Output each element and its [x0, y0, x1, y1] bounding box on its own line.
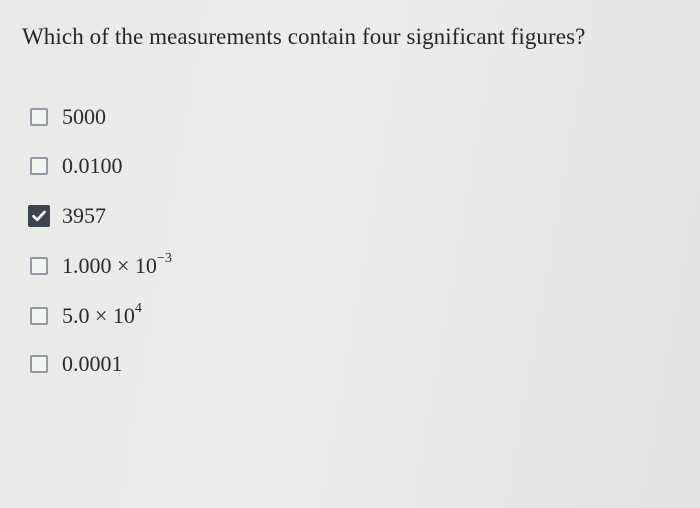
option-label: $1.000 \times 10^{-3}$	[62, 250, 172, 278]
option-0-0001[interactable]	[30, 347, 123, 381]
checkbox-unchecked[interactable]	[30, 307, 48, 325]
option-label: $5.0 \times 10^4$	[62, 300, 142, 328]
checkmark-icon	[32, 210, 46, 222]
option-3957[interactable]	[30, 199, 106, 233]
option-0-0100[interactable]	[30, 149, 123, 183]
option-label: 0.0001	[62, 351, 123, 376]
question-text: Which of the measurements contain four significant figures?	[22, 24, 586, 49]
option-5000[interactable]	[30, 100, 106, 134]
exponent: 4	[134, 300, 142, 316]
exponent: −3	[156, 250, 172, 266]
checkbox-unchecked[interactable]	[30, 257, 48, 275]
checkbox-unchecked[interactable]	[30, 108, 48, 126]
option-1-000e-3[interactable]	[30, 249, 172, 283]
checkbox-unchecked[interactable]	[30, 157, 48, 175]
option-5-0e4[interactable]	[30, 299, 142, 333]
checkbox-checked[interactable]	[28, 205, 50, 227]
option-label: 0.0100	[62, 153, 123, 178]
option-label: 3957	[62, 203, 106, 228]
option-label: 5000	[62, 104, 106, 129]
checkbox-unchecked[interactable]	[30, 355, 48, 373]
